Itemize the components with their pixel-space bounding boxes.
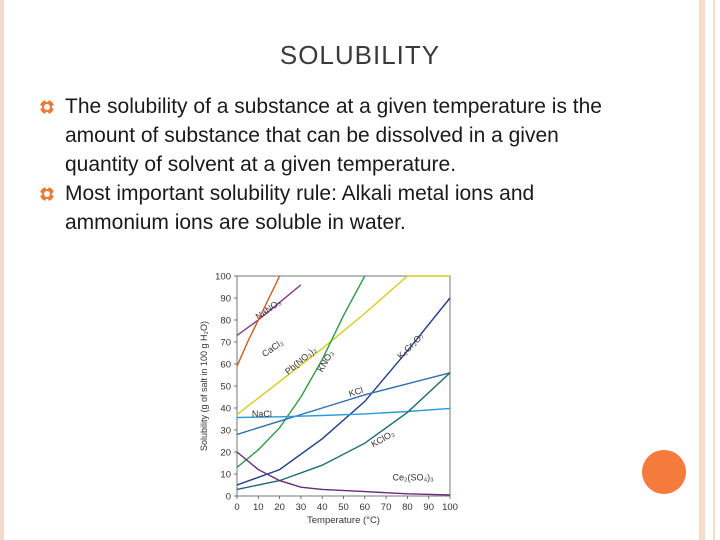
gear-flower-icon [38, 98, 56, 116]
slide-border-right [699, 0, 705, 540]
series-label: Pb(NO₃)₂ [282, 344, 319, 377]
y-tick-label: 100 [215, 271, 231, 283]
y-tick-label: 50 [220, 381, 231, 393]
y-tick-label: 60 [220, 359, 231, 371]
bullet-text: Most important solubility rule: Alkali metal ions and ammonium ions are soluble in water. [65, 182, 535, 234]
y-tick-label: 80 [220, 315, 231, 327]
y-tick-label: 90 [220, 293, 231, 305]
y-tick-label: 30 [220, 425, 231, 437]
x-tick-label: 10 [253, 502, 264, 513]
series-label: KClO₃ [369, 428, 397, 450]
slide-title: SOLUBILITY [279, 40, 441, 70]
orange-circle-decoration [642, 450, 686, 494]
y-tick-label: 10 [220, 469, 231, 481]
slide-border-left [0, 0, 4, 540]
series-label: KNO₃ [315, 348, 336, 374]
x-tick-label: 70 [380, 502, 392, 513]
bullet-list [38, 92, 638, 237]
x-tick-label: 20 [274, 502, 285, 513]
bullet-item [38, 92, 638, 179]
series-label: K₂Cr₂O₇ [395, 330, 426, 362]
solubility-chart [195, 266, 460, 528]
x-tick-label: 80 [402, 502, 413, 513]
x-tick-label: 40 [316, 502, 328, 513]
x-axis-label: Temperature (°C) [307, 515, 380, 526]
y-tick-label: 40 [220, 403, 231, 415]
series-label: CaCl₂ [260, 337, 286, 360]
y-tick-label: 70 [220, 337, 231, 349]
x-tick-label: 0 [234, 502, 240, 513]
y-tick-label: 0 [225, 491, 231, 503]
series-label: NaNO₃ [253, 297, 283, 322]
bullet-item [38, 179, 638, 237]
gear-flower-icon [38, 185, 56, 203]
bullet-text: The solubility of a substance at a given temperature is the amount of substance that can be dissolved in a given quantity of solvent at a given temperature. [65, 95, 602, 176]
series-label: KCl [347, 384, 365, 399]
slide-border-right-inner [713, 0, 715, 540]
series-label: Ce₂(SO₄)₃ [392, 472, 434, 483]
x-tick-label: 30 [295, 502, 307, 513]
x-tick-label: 50 [338, 502, 349, 513]
y-axis-label: Solubility (g of salt in 100 g H₂O) [199, 320, 209, 452]
series-label: NaCl [251, 408, 272, 419]
x-tick-label: 60 [359, 502, 371, 513]
y-tick-label: 20 [220, 447, 231, 459]
x-tick-label: 100 [442, 502, 458, 513]
x-tick-label: 90 [423, 502, 434, 513]
